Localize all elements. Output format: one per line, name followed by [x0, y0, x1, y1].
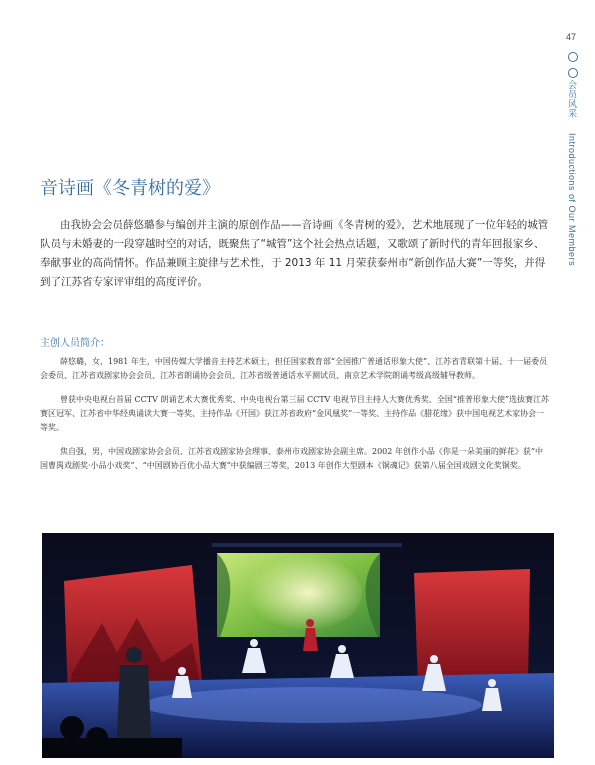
section-label-chinese: 会员风采 [567, 80, 577, 118]
article-intro: 由我协会会员薛悠璐参与编创并主演的原创作品——音诗画《冬青树的爱》，艺术地展现了一位年轻的城管队员与未婚妻的一段穿越时空的对话，既聚焦了“城管”这个社会热点话题，又歌颂了新时代的青年回报家乡、奉献事业的高尚情怀。作品兼顾主旋律与艺术性，于 2013 年 11 月荣获泰州市“新创作品大赛”一等奖，并得到了江苏省专家评审组的高度评价。 [40, 219, 549, 288]
section-label [566, 80, 579, 266]
article-title: 音诗画《冬青树的爱》 [40, 178, 220, 199]
bio-paragraph: 焦自强，男，中国戏剧家协会会员、江苏省戏剧家协会理事、泰州市戏剧家协会副主席。2002 年创作小品《你是一朵美丽的鲜花》获“中国曹禺戏剧奖·小品小戏奖”、“中国剧协百优小品大赛”中获编剧三等奖，2013 年创作大型剧本《铜魂记》获第八届全国戏剧文化奖铜奖。 [40, 447, 543, 470]
stage-performance-photo [42, 533, 554, 758]
page-number: 47 [566, 32, 577, 42]
creator-bios [40, 355, 550, 483]
section-label-english: Introductions of Our Members [567, 133, 577, 267]
bio-paragraph: 薛悠璐，女，1981 年生，中国传媒大学播音主持艺术硕士，担任国家教育部“全国推广普通话形象大使”、江苏省青联第十届、十一届委员会委员、江苏省戏剧家协会会员、江苏省朗诵协会会员、江苏省级普通话水平测试员、南京艺术学院朗诵考级高级辅导教师。 [40, 357, 548, 380]
circle-icon [568, 52, 578, 62]
stage-illustration [42, 533, 554, 758]
bio-paragraph: 曾获中央电视台首届 CCTV 朗诵艺术大赛优秀奖、中央电视台第三届 CCTV 电视节目主持人大赛优秀奖、全国“推普形象大使”选拔赛江苏赛区冠军、江苏省中华经典诵读大赛一等奖、主持作品《开国》获江苏省政府“金风凰奖”一等奖、主持作品《腊花缘》获中国电视艺术家协会一等奖。 [40, 395, 550, 432]
creators-heading: 主创人员简介： [40, 338, 110, 349]
section-side-label [562, 52, 584, 267]
circle-icon [568, 68, 578, 78]
